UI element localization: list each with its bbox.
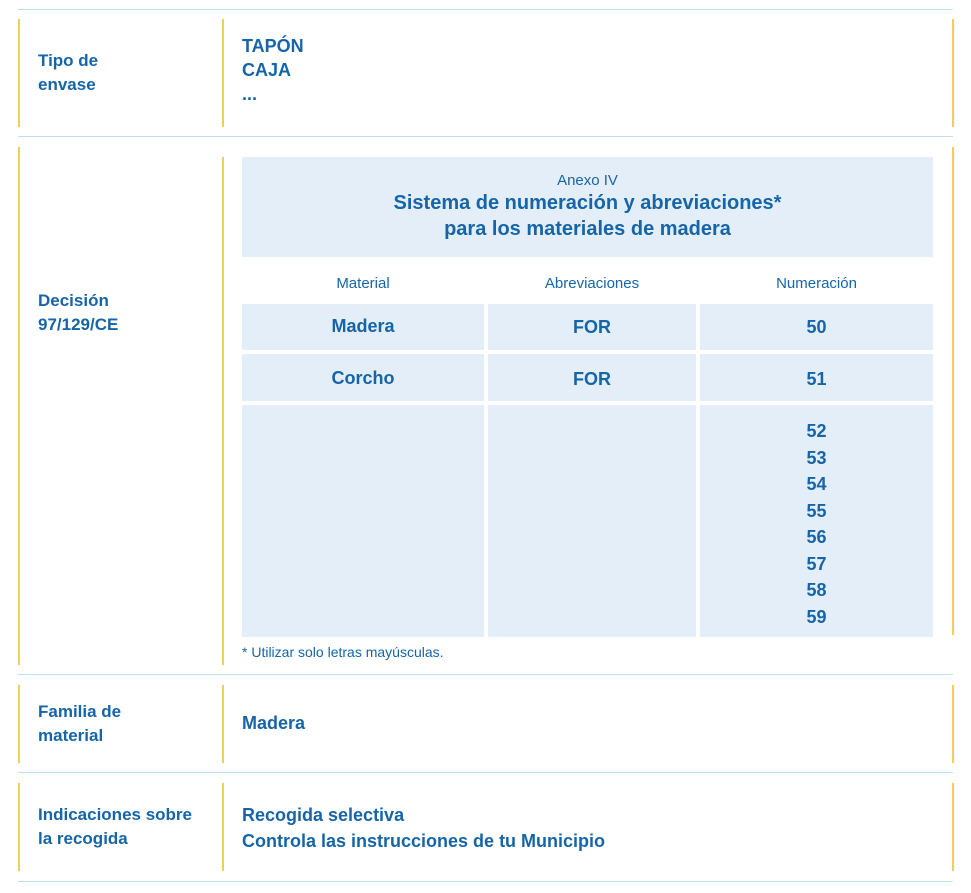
row-separator <box>18 881 953 882</box>
indicaciones-values <box>242 802 605 854</box>
numeration-item: 56 <box>806 527 827 547</box>
tipo-envase-label <box>38 49 213 97</box>
annex-subtitle: Anexo IV <box>557 172 618 189</box>
value-line: ... <box>242 84 258 104</box>
row-separator <box>18 674 953 675</box>
column-divider <box>222 19 224 127</box>
left-border <box>18 783 20 871</box>
column-divider <box>222 783 224 871</box>
label-line: Familia de <box>38 702 122 721</box>
annex-title-line: para los materiales de madera <box>444 218 731 240</box>
value-line: TAPÓN <box>242 36 304 56</box>
right-border <box>952 685 954 763</box>
value-line: Controla las instrucciones de tu Municipio <box>242 831 606 851</box>
row-separator <box>18 136 953 137</box>
numeration-item: 58 <box>806 580 827 600</box>
cell-num: 51 <box>806 369 827 389</box>
numeration-item: 53 <box>806 447 827 468</box>
label-line: Tipo de <box>38 51 99 70</box>
label-line: material <box>38 726 104 745</box>
numeration-item: 59 <box>806 606 827 627</box>
indicaciones-label <box>38 803 213 851</box>
numeration-item: 52 <box>806 421 827 441</box>
cell-material: Corcho <box>331 368 395 388</box>
numeration-list <box>700 418 933 630</box>
left-border <box>18 19 20 127</box>
familia-value <box>242 711 305 735</box>
footnote: * Utilizar solo letras mayúsculas. <box>242 644 444 660</box>
label-line: la recogida <box>38 829 128 848</box>
label-line: 97/129/CE <box>38 315 119 334</box>
tipo-envase-values <box>242 34 304 106</box>
numeration-item: 57 <box>806 553 827 574</box>
cell-num: 50 <box>806 317 827 337</box>
column-divider <box>222 157 224 665</box>
row-separator <box>18 772 953 773</box>
row-separator <box>18 9 953 10</box>
value-line: CAJA <box>242 60 292 80</box>
right-border <box>952 783 954 871</box>
col-header-abbr: Abreviaciones <box>544 275 640 292</box>
col-header-num: Numeración <box>776 275 857 292</box>
familia-label <box>38 700 213 748</box>
table-cell <box>488 405 696 637</box>
table-cell <box>242 405 484 637</box>
col-header-material: Material <box>336 275 390 292</box>
annex-header <box>242 157 933 257</box>
numeration-item: 54 <box>806 474 827 494</box>
left-border <box>18 685 20 763</box>
numeration-item: 55 <box>806 500 827 521</box>
cell-material: Madera <box>331 316 395 336</box>
left-border <box>18 147 20 665</box>
right-border <box>952 19 954 127</box>
right-border <box>952 147 954 635</box>
label-line: Indicaciones sobre <box>38 805 192 824</box>
cell-abbr: FOR <box>573 369 611 389</box>
column-divider <box>222 685 224 763</box>
cell-abbr: FOR <box>573 317 611 337</box>
decision-label <box>38 289 213 337</box>
value-line: Recogida selectiva <box>242 805 405 825</box>
label-line: envase <box>38 75 96 94</box>
label-line: Decisión <box>38 291 109 310</box>
annex-title-line: Sistema de numeración y abreviaciones* <box>393 192 782 214</box>
value-line: Madera <box>242 713 306 733</box>
